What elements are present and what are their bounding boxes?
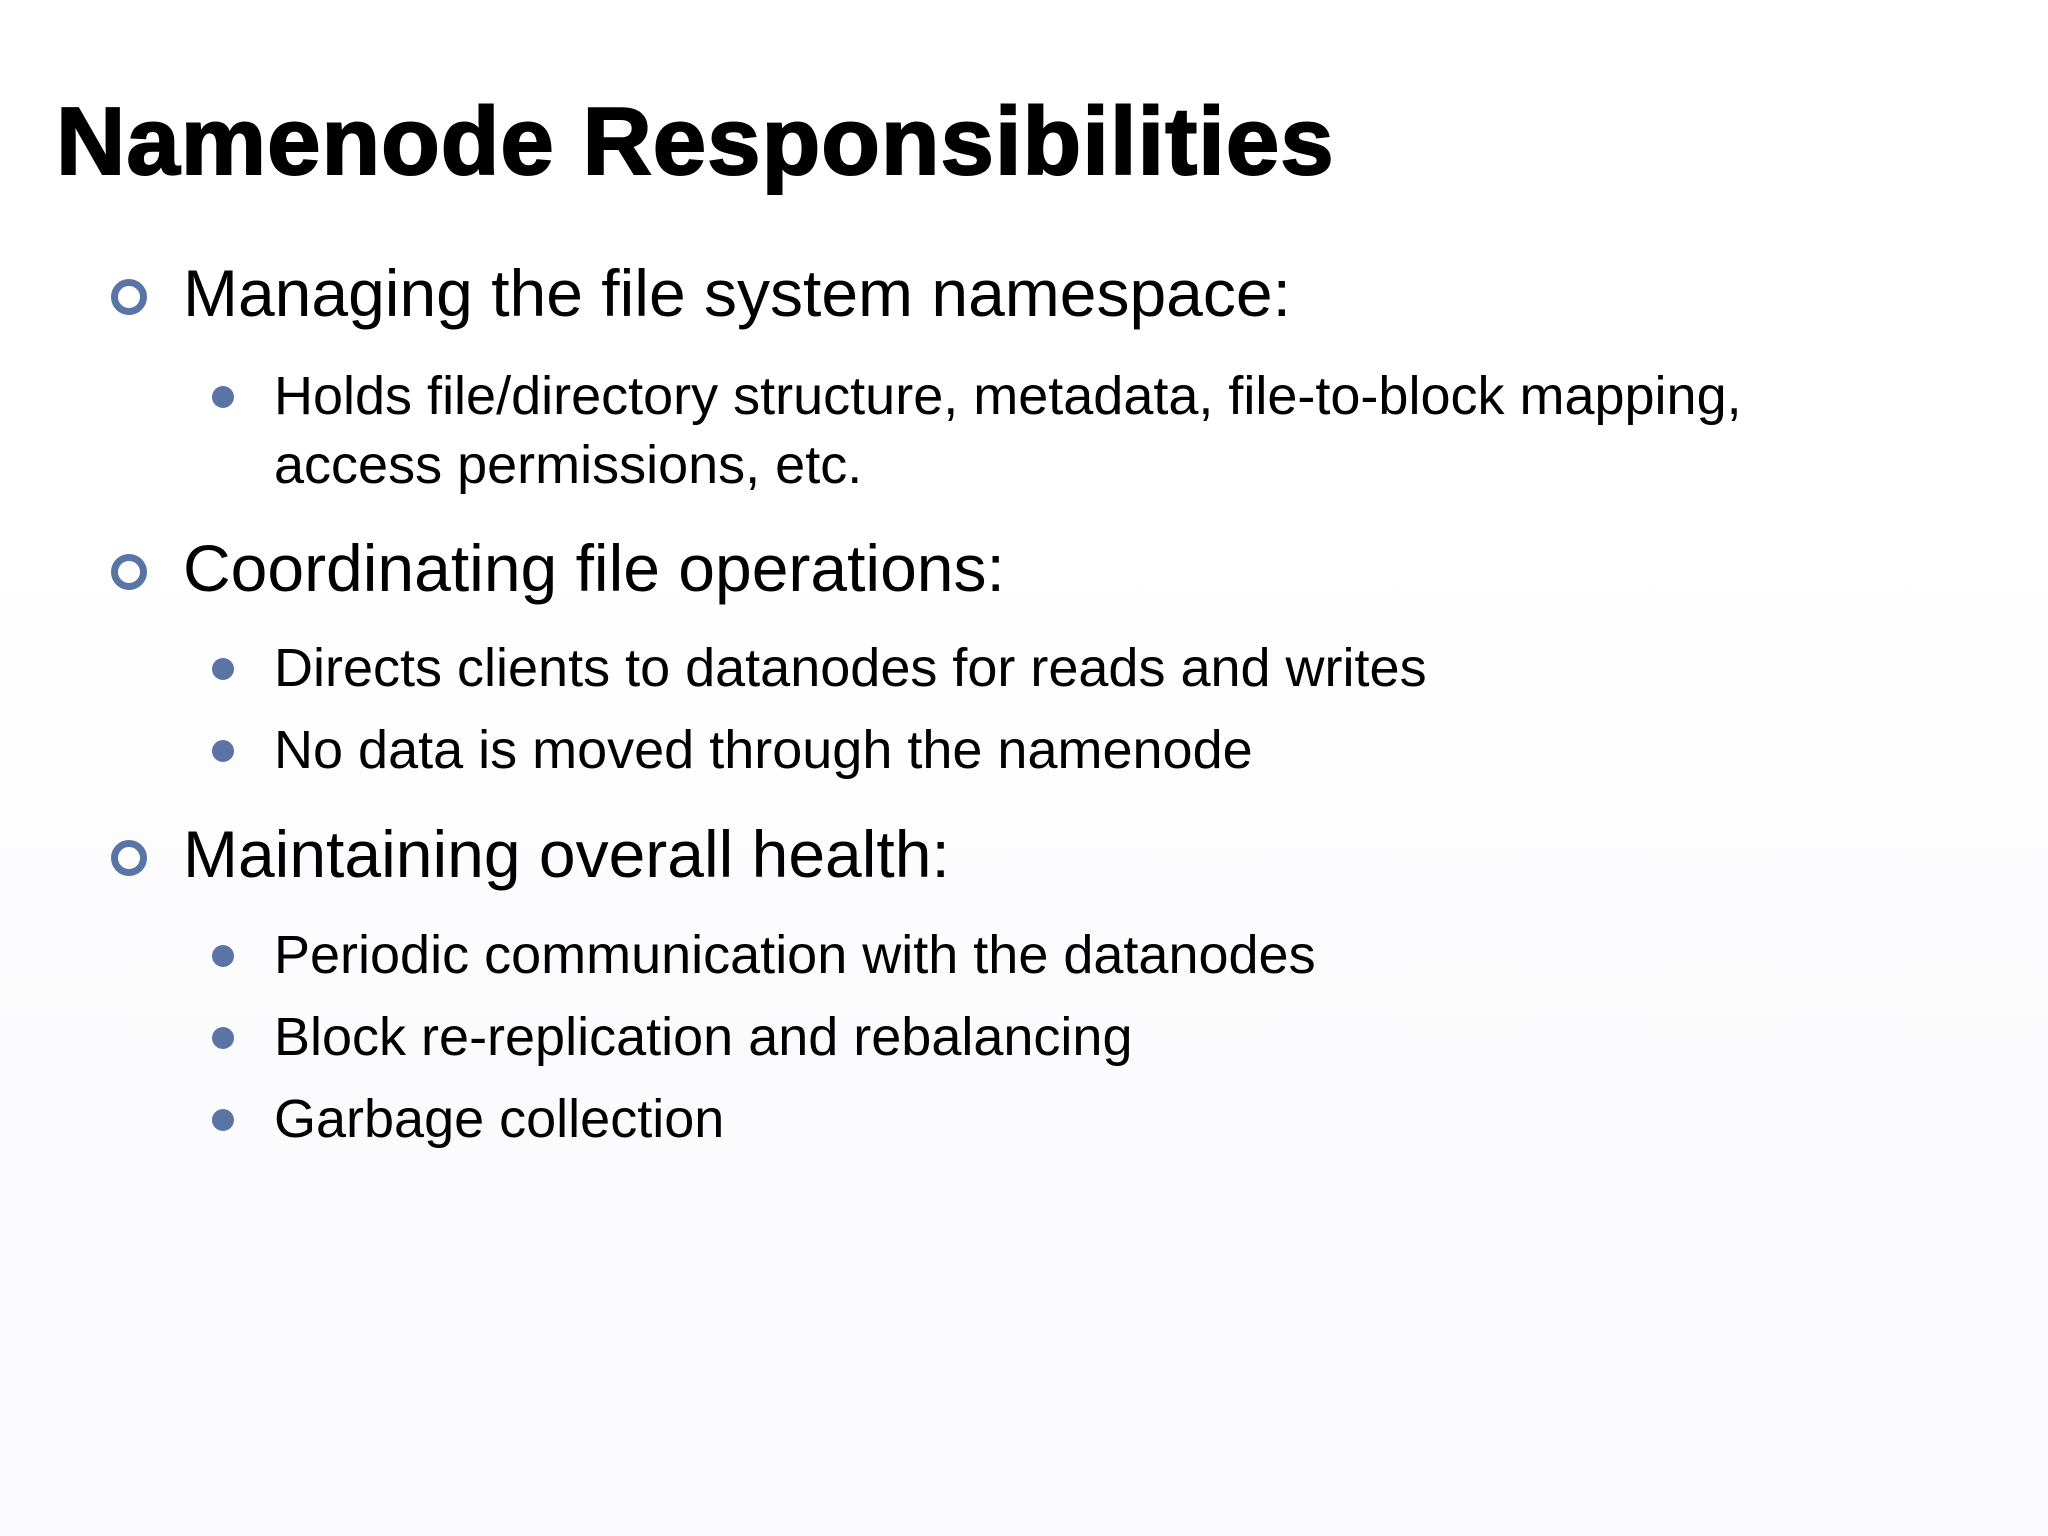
section-heading-health	[183, 814, 950, 894]
section-heading-text: Maintaining overall health:	[183, 817, 950, 891]
list-item	[274, 634, 1427, 703]
section-heading-operations	[183, 528, 1005, 608]
slide-title: Namenode Responsibilities	[56, 88, 1335, 195]
list-item	[274, 362, 1874, 500]
section-heading-namespace	[183, 253, 1291, 333]
list-item-text: Holds file/directory structure, metadata, file-to-block mapping, access permissions, etc.	[274, 366, 1742, 495]
hollow-circle-bullet-icon	[111, 279, 147, 315]
list-item	[274, 716, 1253, 785]
list-item-text: Periodic communication with the datanodes	[274, 925, 1316, 985]
list-item-text: Directs clients to datanodes for reads and writes	[274, 638, 1427, 698]
list-item	[274, 921, 1316, 990]
filled-circle-bullet-icon	[212, 1027, 234, 1049]
section-heading-text: Coordinating file operations:	[183, 531, 1005, 605]
filled-circle-bullet-icon	[212, 945, 234, 967]
list-item-text: No data is moved through the namenode	[274, 720, 1253, 780]
hollow-circle-bullet-icon	[111, 840, 147, 876]
list-item-text: Block re-replication and rebalancing	[274, 1007, 1133, 1067]
filled-circle-bullet-icon	[212, 740, 234, 762]
list-item-text: Garbage collection	[274, 1089, 725, 1149]
filled-circle-bullet-icon	[212, 386, 234, 408]
section-heading-text: Managing the file system namespace:	[183, 256, 1291, 330]
list-item	[274, 1085, 724, 1154]
filled-circle-bullet-icon	[212, 1109, 234, 1131]
list-item	[274, 1003, 1133, 1072]
hollow-circle-bullet-icon	[111, 554, 147, 590]
filled-circle-bullet-icon	[212, 658, 234, 680]
